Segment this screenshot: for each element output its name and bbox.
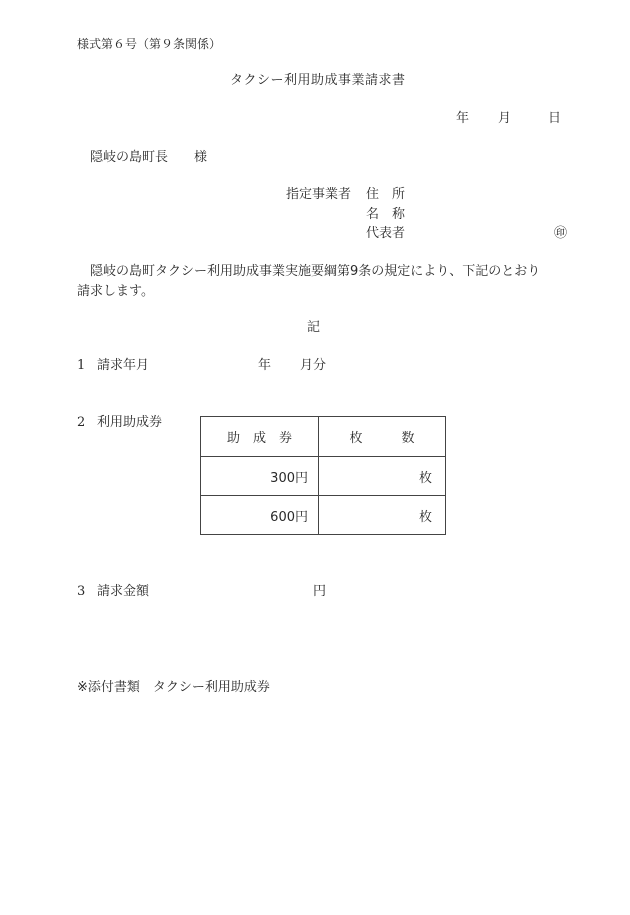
- table-header-row: [201, 417, 446, 457]
- attachment-note: ※添付書類 タクシー利用助成券: [77, 680, 270, 695]
- seal-mark: ㊞: [554, 226, 568, 241]
- ki-heading: 記: [307, 320, 321, 335]
- ticket-count-600[interactable]: 枚: [319, 496, 446, 535]
- date-year-label: 年: [456, 111, 470, 126]
- ticket-table: [200, 416, 446, 535]
- item-3-yen-unit: 円: [313, 584, 327, 599]
- date-day-label: 日: [548, 111, 562, 126]
- item-3-number: 3: [77, 584, 86, 599]
- item-3-label: 請求金額: [97, 584, 150, 599]
- ticket-amount-600: 600円: [201, 496, 319, 535]
- table-row: [201, 457, 446, 496]
- date-day-field[interactable]: [538, 110, 561, 128]
- item-1-label: 請求年月: [97, 358, 150, 373]
- header-count: 枚 数: [319, 417, 446, 457]
- ticket-count-300[interactable]: 枚: [319, 457, 446, 496]
- header-ticket: 助 成 券: [201, 417, 319, 457]
- table-row: [201, 496, 446, 535]
- date-year-field[interactable]: [456, 110, 486, 128]
- document-title: タクシー利用助成事業請求書: [230, 73, 406, 88]
- date-month-label: 月: [498, 111, 512, 126]
- item-2-label: 利用助成券: [97, 415, 163, 430]
- operator-heading: 指定事業者: [286, 187, 352, 202]
- operator-representative-label: 代表者: [366, 226, 406, 241]
- item-1-month-unit: 月分: [300, 358, 327, 373]
- item-2-number: 2: [77, 415, 86, 430]
- body-text-line-1: 隠岐の島町タクシー利用助成事業実施要綱第9条の規定により、下記のとおり: [90, 264, 541, 279]
- date-month-field[interactable]: [486, 110, 538, 128]
- item-1-number: 1: [77, 358, 86, 373]
- item-1-year-unit: 年: [258, 358, 272, 373]
- operator-address-label: 住 所: [366, 187, 406, 202]
- date-line: [456, 110, 561, 128]
- addressee: 隠岐の島町長 様: [90, 150, 208, 165]
- body-text-line-2: 請求します。: [77, 284, 154, 299]
- operator-name-label: 名 称: [366, 207, 406, 222]
- ticket-amount-300: 300円: [201, 457, 319, 496]
- form-number: 様式第６号（第９条関係）: [77, 37, 222, 51]
